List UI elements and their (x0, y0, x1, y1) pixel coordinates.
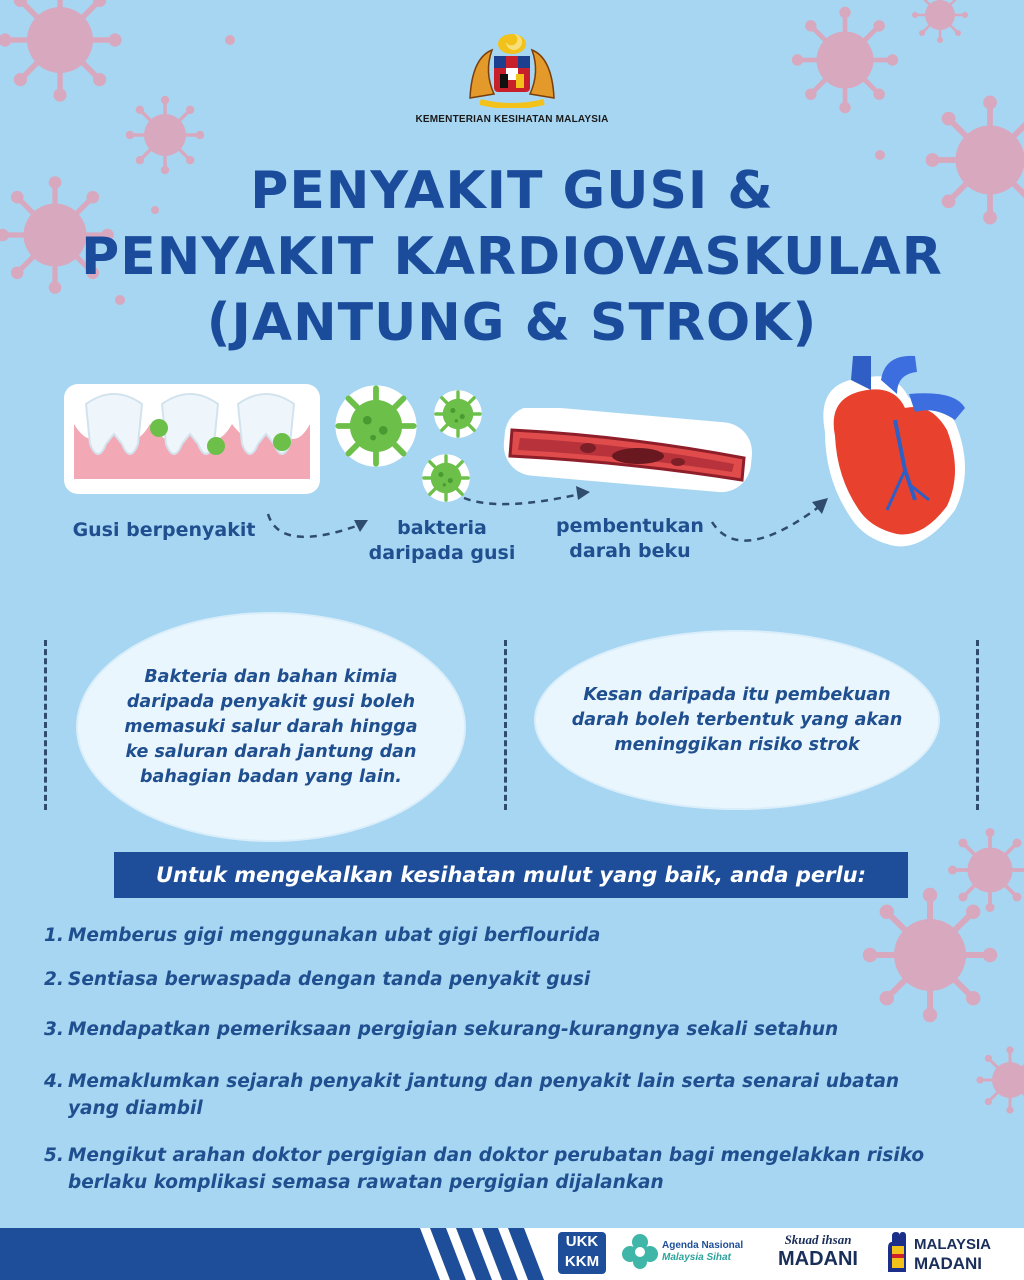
list-text: Memberus gigi menggunakan ubat gigi berflourida (68, 925, 601, 946)
info-bubble-left (78, 614, 464, 840)
info-left-line: memasuki salur darah hingga (124, 716, 418, 737)
ukk-kkm-logo (558, 1232, 606, 1274)
step-bacteria-line-2: daripada gusi (368, 542, 516, 564)
step-diseased-gums-label: Gusi berpenyakit (72, 519, 256, 541)
madani-line-1: MALAYSIA (914, 1236, 991, 1253)
malaysia-madani-logo (914, 1236, 1004, 1274)
list-text: berlaku komplikasi semasa rawatan pergigian dijalankan (68, 1172, 664, 1193)
list-item (44, 922, 1004, 949)
list-item (44, 1016, 1004, 1043)
divider-middle (504, 640, 507, 810)
malaysia-coat-of-arms-icon (462, 28, 562, 108)
list-number: 4. (44, 1071, 64, 1092)
list-text: Mengikut arahan doktor pergigian dan doktor perubatan bagi mengelakkan risiko (68, 1145, 925, 1166)
footer-stripes (0, 1228, 560, 1280)
step-bacteria-label (352, 516, 532, 566)
bg-virus (863, 888, 997, 1022)
info-left-line: Bakteria dan bahan kimia (144, 666, 398, 687)
list-item (44, 1068, 1004, 1122)
skuad-line-2: MADANI (778, 1248, 858, 1270)
list-item (44, 966, 1004, 993)
title-line-3: (JANTUNG & STROK) (206, 293, 818, 353)
page-title (0, 158, 1024, 356)
list-item (44, 1142, 1004, 1196)
bg-virus (792, 7, 898, 113)
title-line-1: PENYAKIT GUSI & (250, 161, 774, 221)
info-bubble-right (536, 632, 938, 808)
list-text: Sentiasa berwaspada dengan tanda penyakit gusi (68, 969, 591, 990)
step-clot-line-1: pembentukan (556, 515, 704, 537)
agenda-line-2: Malaysia Sihat (662, 1252, 731, 1263)
info-left-line: daripada penyakit gusi boleh (126, 691, 416, 712)
ukk-logo-top: UKK (565, 1233, 599, 1250)
bg-virus (0, 0, 122, 102)
list-text: yang diambil (68, 1098, 203, 1119)
agenda-line-1: Agenda Nasional (662, 1240, 744, 1251)
divider-right (976, 640, 979, 810)
step-clot-line-2: darah beku (569, 540, 691, 562)
info-right-line: darah boleh terbentuk yang akan (571, 709, 903, 730)
malaysia-madani-hand-icon (882, 1232, 912, 1274)
step-bacteria-line-1: bakteria (397, 517, 487, 539)
info-left-line: ke saluran darah jantung dan (125, 741, 417, 762)
skuad-ihsan-madani-logo (768, 1232, 868, 1270)
list-text: Mendapatkan pemeriksaan pergigian sekurang-kurangnya sekali setahun (68, 1019, 839, 1040)
agenda-nasional-flower-icon (620, 1232, 660, 1272)
bg-virus (948, 828, 1024, 912)
skuad-line-1: Skuad ihsan (784, 1232, 852, 1247)
list-number: 2. (44, 969, 64, 990)
madani-line-2: MADANI (914, 1254, 982, 1273)
info-right-line: Kesan daripada itu pembekuan (583, 684, 891, 705)
ministry-name: KEMENTERIAN KESIHATAN MALAYSIA (415, 114, 609, 125)
divider-left (44, 640, 47, 810)
list-text: Memaklumkan sejarah penyakit jantung dan penyakit lain serta senarai ubatan (68, 1071, 900, 1092)
agenda-nasional-logo (662, 1240, 758, 1264)
title-line-2: PENYAKIT KARDIOVASKULAR (81, 227, 943, 287)
info-left-line: bahagian badan yang lain. (140, 766, 402, 787)
info-right-line: meninggikan risiko strok (614, 734, 860, 755)
list-number: 5. (44, 1145, 64, 1166)
tips-banner: Untuk mengekalkan kesihatan mulut yang baik, anda perlu: (114, 852, 908, 898)
ukk-logo-bottom: KKM (564, 1253, 600, 1270)
step-clot-label (540, 514, 720, 564)
list-number: 3. (44, 1019, 64, 1040)
list-number: 1. (44, 925, 64, 946)
bg-virus (912, 0, 968, 43)
